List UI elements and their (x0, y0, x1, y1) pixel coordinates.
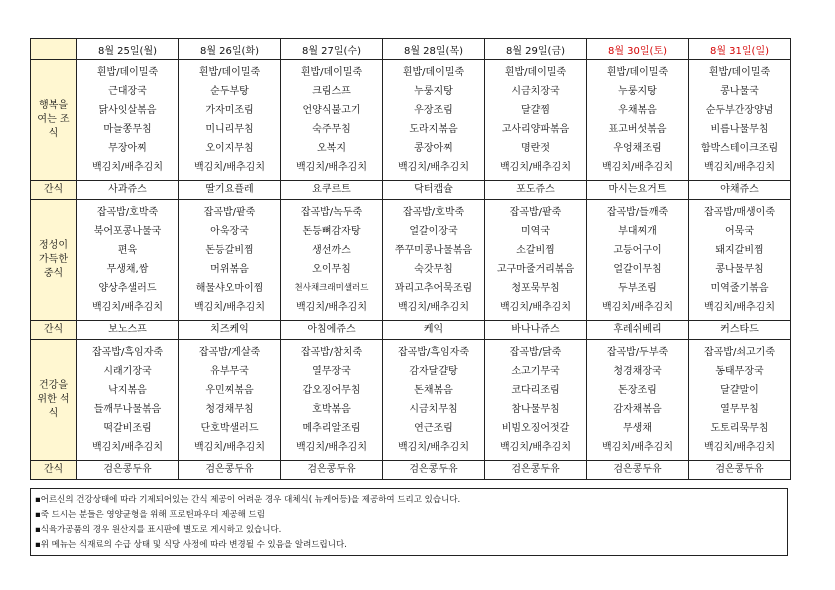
menu-item: 시금치장국 (511, 86, 560, 97)
meal-cell (281, 60, 383, 181)
menu-item: 잡곡밥/녹두죽 (300, 207, 363, 218)
menu-item: 미역국 (521, 226, 550, 237)
snack-row (31, 321, 791, 340)
meal-cell (281, 340, 383, 461)
meal-cell (383, 60, 485, 181)
menu-item: 잡곡밥/흑임자죽 (92, 347, 163, 358)
menu-item: 백김치/배추김치 (398, 162, 469, 173)
menu-item: 비름나물무침 (710, 124, 769, 135)
meal-cell (77, 60, 179, 181)
menu-item: 메추리알조림 (302, 423, 361, 434)
menu-item: 쭈꾸미콩나물볶음 (394, 245, 473, 256)
day-header: 8월 25일(월) (77, 39, 179, 60)
menu-item: 잡곡밥/게살죽 (198, 347, 261, 358)
snack-cell: 아침에쥬스 (281, 321, 383, 340)
row-label: 간식 (31, 461, 77, 480)
menu-item: 감자채볶음 (613, 404, 662, 415)
menu-item: 돈장조림 (618, 385, 657, 396)
meal-cell (383, 200, 485, 321)
menu-item: 떡갈비조림 (103, 423, 152, 434)
menu-item: 잡곡밥/호박죽 (402, 207, 465, 218)
menu-item: 백김치/배추김치 (194, 442, 265, 453)
menu-item: 잡곡밥/매생이죽 (704, 207, 775, 218)
menu-item: 근대장국 (108, 86, 147, 97)
snack-cell: 검은콩두유 (77, 461, 179, 480)
menu-item: 흰밥/데이밀죽 (708, 67, 771, 78)
menu-item: 미니리무침 (205, 124, 254, 135)
snack-cell: 야채쥬스 (689, 181, 791, 200)
menu-item: 천사채크래미샐러드 (294, 283, 369, 293)
menu-item: 해물샤오마이찜 (195, 283, 264, 294)
meal-cell (689, 200, 791, 321)
menu-item: 백김치/배추김치 (194, 162, 265, 173)
menu-item: 콩장아찌 (414, 143, 453, 154)
menu-item: 소고기무국 (511, 366, 560, 377)
meal-cell (689, 340, 791, 461)
menu-item: 청경채장국 (613, 366, 662, 377)
menu-item: 우엉채조림 (613, 143, 662, 154)
menu-item: 명란젓 (521, 143, 550, 154)
snack-cell: 포도쥬스 (485, 181, 587, 200)
day-header: 8월 27일(수) (281, 39, 383, 60)
menu-item: 백김치/배추김치 (500, 302, 571, 313)
menu-item: 머위볶음 (210, 264, 249, 275)
meal-cell (485, 340, 587, 461)
menu-item: 백김치/배추김치 (92, 162, 163, 173)
menu-item: 잡곡밥/들깨죽 (606, 207, 669, 218)
menu-item: 숙갓무침 (414, 264, 453, 275)
menu-item: 누룽지탕 (618, 86, 657, 97)
menu-item: 백김치/배추김치 (704, 442, 775, 453)
menu-item: 돈등뼈감자탕 (302, 226, 361, 237)
menu-item: 잡곡밥/쇠고기죽 (704, 347, 775, 358)
snack-cell: 검은콩두유 (485, 461, 587, 480)
menu-item: 흰밥/데이밀죽 (300, 67, 363, 78)
snack-cell: 마시는요거트 (587, 181, 689, 200)
menu-item: 콩나물무침 (715, 264, 764, 275)
snack-cell: 치즈케익 (179, 321, 281, 340)
menu-item: 소갈비찜 (516, 245, 555, 256)
menu-item: 유부무국 (210, 366, 249, 377)
meal-cell (77, 200, 179, 321)
menu-item: 잡곡밥/두부죽 (606, 347, 669, 358)
menu-item: 생선까스 (312, 245, 351, 256)
note-line: ▪죽 드시는 분들은 영양균형을 위해 프로틴파우더 제공해 드림 (35, 510, 265, 520)
menu-item: 꽈리고추어묵조림 (394, 283, 473, 294)
snack-cell: 바나나쥬스 (485, 321, 587, 340)
menu-item: 돈채볶음 (414, 385, 453, 396)
menu-item: 단호박샐러드 (200, 423, 259, 434)
menu-item: 백김치/배추김치 (296, 442, 367, 453)
snack-cell: 후레쉬베리 (587, 321, 689, 340)
menu-item: 얼갈이장국 (409, 226, 458, 237)
row-label: 건강을 위한 석식 (31, 340, 77, 461)
menu-item: 도토리묵무침 (710, 423, 769, 434)
row-label: 정성이 가득한 중식 (31, 200, 77, 321)
snack-cell: 검은콩두유 (281, 461, 383, 480)
menu-item: 백김치/배추김치 (500, 442, 571, 453)
menu-item: 낙지볶음 (108, 385, 147, 396)
menu-item: 양상추샐러드 (98, 283, 157, 294)
menu-item: 얼갈이무침 (613, 264, 662, 275)
menu-item: 순두부탕 (210, 86, 249, 97)
meal-row (31, 60, 791, 181)
menu-body (31, 60, 791, 480)
meal-cell (485, 200, 587, 321)
menu-item: 북어포콩나물국 (93, 226, 162, 237)
meal-row (31, 340, 791, 461)
menu-item: 미역줄기볶음 (710, 283, 769, 294)
row-label: 간식 (31, 321, 77, 340)
day-header: 8월 31일(일) (689, 39, 791, 60)
menu-item: 백김치/배추김치 (602, 302, 673, 313)
meal-cell (587, 200, 689, 321)
menu-item: 동태무장국 (715, 366, 764, 377)
menu-item: 잡곡밥/참치죽 (300, 347, 363, 358)
menu-item: 시래기장국 (103, 366, 152, 377)
menu-item: 백김치/배추김치 (704, 302, 775, 313)
menu-item: 함박스테이크조림 (700, 143, 779, 154)
meal-cell (179, 60, 281, 181)
menu-item: 백김치/배추김치 (704, 162, 775, 173)
menu-item: 오복지 (317, 143, 346, 154)
menu-item: 편육 (117, 245, 138, 256)
snack-cell: 커스타드 (689, 321, 791, 340)
menu-item: 무생채 (623, 423, 652, 434)
menu-item: 콩나물국 (720, 86, 759, 97)
note-line: ▪식육가공품의 경우 원산지를 표시판에 별도로 게시하고 있습니다. (35, 525, 282, 535)
meal-cell (383, 340, 485, 461)
menu-item: 백김치/배추김치 (398, 442, 469, 453)
day-header: 8월 28일(목) (383, 39, 485, 60)
menu-item: 달걀말이 (720, 385, 759, 396)
snack-cell: 보노스프 (77, 321, 179, 340)
menu-item: 백김치/배추김치 (602, 442, 673, 453)
menu-item: 흰밥/데이밀죽 (606, 67, 669, 78)
snack-cell: 검은콩두유 (383, 461, 485, 480)
snack-cell: 딸기요플레 (179, 181, 281, 200)
menu-item: 돼지갈비찜 (715, 245, 764, 256)
snack-cell: 닥터캡슐 (383, 181, 485, 200)
menu-item: 고사리양파볶음 (501, 124, 570, 135)
menu-item: 백김치/배추김치 (194, 302, 265, 313)
snack-row (31, 461, 791, 480)
menu-item: 우민찌볶음 (205, 385, 254, 396)
snack-row (31, 181, 791, 200)
menu-item: 갑오징어무침 (302, 385, 361, 396)
menu-item: 잡곡밥/닭죽 (509, 347, 562, 358)
meal-cell (587, 60, 689, 181)
menu-item: 우채볶음 (618, 105, 657, 116)
menu-item: 백김치/배추김치 (92, 442, 163, 453)
menu-item: 표고버섯볶음 (608, 124, 667, 135)
row-label: 행복을 여는 조식 (31, 60, 77, 181)
menu-item: 오이무침 (312, 264, 351, 275)
note-line: ▪위 메뉴는 식재료의 수급 상태 및 식당 사정에 따라 변경될 수 있음을 알려드립니다. (35, 540, 347, 550)
header-row (31, 39, 791, 60)
menu-item: 백김치/배추김치 (500, 162, 571, 173)
snack-cell: 검은콩두유 (587, 461, 689, 480)
notes-box (30, 488, 788, 556)
menu-item: 어묵국 (725, 226, 754, 237)
menu-item: 무생채,쌈 (106, 264, 149, 275)
menu-item: 감자달걀탕 (409, 366, 458, 377)
meal-cell (77, 340, 179, 461)
snack-cell: 검은콩두유 (179, 461, 281, 480)
menu-item: 언양식불고기 (302, 105, 361, 116)
day-header: 8월 26일(화) (179, 39, 281, 60)
menu-item: 코다리조림 (511, 385, 560, 396)
menu-item: 누룽지탕 (414, 86, 453, 97)
meal-cell (587, 340, 689, 461)
meal-cell (485, 60, 587, 181)
menu-item: 비빔오징어젓갈 (501, 423, 570, 434)
menu-item: 순두부간장양념 (705, 105, 774, 116)
menu-item: 열무장국 (312, 366, 351, 377)
menu-item: 흰밥/데이밀죽 (504, 67, 567, 78)
menu-item: 잡곡밥/팥죽 (509, 207, 562, 218)
menu-item: 고등어구이 (613, 245, 662, 256)
menu-item: 시금치무침 (409, 404, 458, 415)
menu-item: 우장조림 (414, 105, 453, 116)
menu-item: 고구마줄거리볶음 (496, 264, 575, 275)
meal-row (31, 200, 791, 321)
menu-item: 잡곡밥/흑임자죽 (398, 347, 469, 358)
meal-cell (179, 340, 281, 461)
row-label: 간식 (31, 181, 77, 200)
menu-item: 백김치/배추김치 (296, 302, 367, 313)
menu-item: 닭사잇살볶음 (98, 105, 157, 116)
meal-cell (281, 200, 383, 321)
menu-item: 백김치/배추김치 (602, 162, 673, 173)
menu-item: 무장아찌 (108, 143, 147, 154)
weekly-menu-table (30, 38, 791, 480)
menu-item: 참나물무침 (511, 404, 560, 415)
menu-item: 두부조림 (618, 283, 657, 294)
snack-cell: 검은콩두유 (689, 461, 791, 480)
menu-item: 부대찌개 (618, 226, 657, 237)
menu-item: 백김치/배추김치 (398, 302, 469, 313)
snack-cell: 요쿠르트 (281, 181, 383, 200)
menu-item: 마늘쫑무침 (103, 124, 152, 135)
menu-item: 백김치/배추김치 (296, 162, 367, 173)
menu-item: 달걀찜 (521, 105, 550, 116)
day-header: 8월 30일(토) (587, 39, 689, 60)
snack-cell: 케익 (383, 321, 485, 340)
corner-cell (31, 39, 77, 60)
menu-item: 청포묵무침 (511, 283, 560, 294)
menu-item: 잡곡밥/호박죽 (96, 207, 159, 218)
menu-item: 오이지무침 (205, 143, 254, 154)
menu-item: 아욱장국 (210, 226, 249, 237)
menu-item: 연근조림 (414, 423, 453, 434)
menu-item: 흰밥/데이밀죽 (96, 67, 159, 78)
menu-item: 백김치/배추김치 (92, 302, 163, 313)
menu-item: 가자미조림 (205, 105, 254, 116)
menu-item: 흰밥/데이밀죽 (198, 67, 261, 78)
menu-item: 들깨무나물볶음 (93, 404, 162, 415)
day-header: 8월 29일(금) (485, 39, 587, 60)
snack-cell: 사과쥬스 (77, 181, 179, 200)
meal-cell (689, 60, 791, 181)
menu-item: 청경채무침 (205, 404, 254, 415)
menu-item: 돈등갈비찜 (205, 245, 254, 256)
menu-item: 호박볶음 (312, 404, 351, 415)
note-line: ▪어르신의 건강상태에 따라 기제되어있는 간식 제공이 어려운 경우 대체식( 뉴케어등)을 제공하여 드리고 있습니다. (35, 495, 461, 505)
menu-item: 도라지볶음 (409, 124, 458, 135)
menu-item: 숙주무침 (312, 124, 351, 135)
menu-item: 크림스프 (312, 86, 351, 97)
menu-item: 흰밥/데이밀죽 (402, 67, 465, 78)
menu-item: 잡곡밥/팥죽 (203, 207, 256, 218)
meal-cell (179, 200, 281, 321)
menu-item: 열무무침 (720, 404, 759, 415)
